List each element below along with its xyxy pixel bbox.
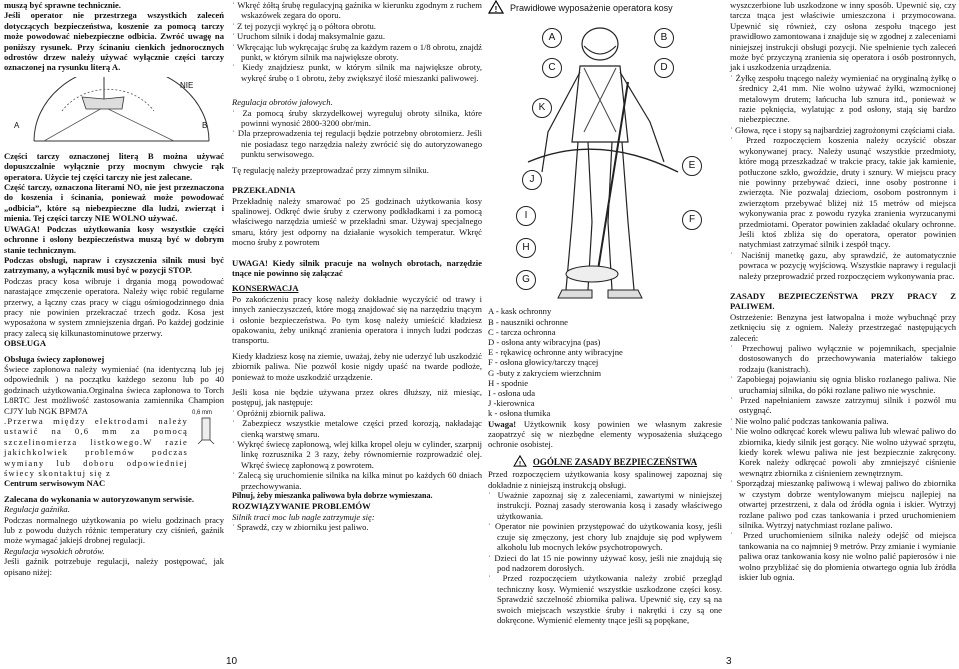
paragraph: Pilnuj, żeby mieszanka paliwowa była dobrze wymieszana.	[232, 491, 433, 501]
list-item: ˙ Wykręć świecę zapłonową, wlej kilka kropel oleju w cylinder, szarpnij linkę rozrusznika 2 3 razy, żeby równomiernie rozprowadzić olej. Wkręć świecę zapłonową z powrotem.	[232, 439, 482, 470]
subsection-heading: Regulacja obrotów jałowych.	[232, 97, 333, 108]
list-item: ˙ Żyłkę zespołu tnącego należy wymieniać na oryginalną żyłkę o średnicy 2,41 mm. Nie wolno używać żyłki, wzmocnionej metalowym drutem; łańcucha lub sznura itd., ponieważ w razie pęknięcia, wylatując z pod osłony, stają się bardzo niebezpieczne.	[730, 73, 956, 125]
column-2	[232, 0, 482, 533]
paragraph: Ostrzeżenie: Benzyna jest łatwopalna i może wybuchnąć przy zetknięciu się z ogniem. Należy przestrzegać następujących zaleceń:	[730, 311, 956, 343]
list-item: ˙ Głowa, ręce i stopy są najbardziej zagrożonymi częściami ciała.	[730, 125, 956, 135]
label-d: D	[654, 58, 674, 78]
warning-triangle-icon	[488, 0, 504, 16]
legend-item: D - osłona anty wibracyjna (pas)	[488, 337, 601, 348]
paragraph: Świece zapłonowa należy wymieniać (na identyczną lub jej odpowiednik ) na początku każdego sezonu lub po 40 godzinach użytkowania.Orginalna świeca zapłonowa to Torch L8RTC Jest możliwość zastosowania zamiennika Champion CJ7Y lub NGK BPM7A	[4, 363, 224, 416]
legend-item: H - spodnie	[488, 377, 529, 388]
list-item: ˙ Przed napełnianiem zawsze zatrzymuj silnik i pozwól mu ostygnąć.	[730, 395, 956, 416]
label-a: A	[542, 28, 562, 48]
warning-header	[488, 0, 722, 16]
column-3	[488, 0, 722, 625]
column-1	[4, 0, 224, 577]
cutting-blade-figure	[4, 77, 224, 147]
paragraph: Przed rozpoczęciem użytkowania kosy spalinowej zapoznaj się dokładnie z niniejszą instrukcją obsługi.	[488, 469, 722, 490]
legend-item: F - osłona głowicy/tarczy tnącej	[488, 357, 599, 368]
warning-word: Uwaga!	[488, 418, 517, 429]
paragraph: Jeśli kosa nie będzie używana przez okres dłuższy, niż miesiąc, postępuj, jak następuje:	[232, 387, 482, 408]
operator-equipment-figure	[488, 22, 722, 302]
figure-label-b: B	[202, 120, 208, 130]
list-item: ˙ Wkręć żółtą śrubę regulacyjną gaźnika w kierunku zgodnym z ruchem wskazówek zegara do oporu.	[232, 0, 482, 21]
list-item: ˙ Sprawdź, czy w zbiorniku jest paliwo.	[232, 522, 482, 532]
paragraph: Silnik traci moc lub nagle zatrzymuje się:	[232, 511, 375, 522]
paragraph: Po zakończeniu pracy kosę należy dokładnie wyczyścić od trawy i innych zanieczyszczeń, które mogą znajdować się na narzędziu tnącym i osłonie bezpieczeństwa. Po tym kosę należy umieścić kładziesz opakowaniu, żeby uniknąć zranienia operatora i innych ludzi podczas transportu.	[232, 293, 482, 346]
label-c: C	[542, 58, 562, 78]
paragraph: muszą być sprawne technicznie.	[4, 0, 121, 10]
paragraph: UWAGA! Podczas użytkowania kosy wszystkie części ochronne i osłony bezpieczeństwa muszą być w dobrym stanie technicznym.	[4, 223, 224, 255]
label-f: F	[682, 210, 702, 230]
list-item: ˙ Zalecą się uruchomienie silnika na kilka minut po każdych 60 dniach przechowywania.	[232, 470, 482, 491]
paragraph: wyszczerbione lub uszkodzone w inny sposób. Upewnić się, czy tarcza tnąca jest właściwie umieszczona i przymocowana. Upewnić się również, czy osłona zespołu tnącego jest prawidłowo zamontowana i znajduje się w zgodnej z zaleceniami niniejszej instrukcji obsługi pozycji. Nie spełnienie tych zaleceń może być przyczyną zranienia się operatora i osób postronnych, jak i uszkodzenia urządzenia.	[730, 0, 956, 73]
paragraph	[488, 419, 722, 450]
warning-text: Użytkownik kosy powinien we własnym zakresie zaopatrzyć się w niezbędne elementy wyposażenia służącego ochronie osobistej.	[488, 418, 722, 450]
paragraph: .Przerwa między elektrodami należy ustawić na 0,6 mm za pomocą szczelinomierza listkowego.W razie jakichkolwiek problemów podczas wymiany lub doboru odpowiedniej świecy skontaktuj się z	[4, 416, 188, 479]
legend-item: J -kierownica	[488, 398, 535, 409]
list-item: ˙ Przed rozpoczęciem użytkowania należy zrobić przegląd techniczny kosy. Wymienić wszystkie uszkodzone części kosy. Sprawdzić szczelność zbiornika paliwa. Upewnić się, czy są na swoich miejscach wszystkie śruby i nakrętki i czy są one dokręcone. Wymienić elementy tnące jeśli są popękane,	[488, 573, 722, 625]
list-item: ˙ Dzieci do lat 15 nie powinny używać kosy, jeśli nie znajdują się pod nadzorem dorosłych.	[488, 553, 722, 574]
list-item: ˙ Przechowuj paliwo wyłącznie w pojemnikach, specjalnie dostosowanych do przechowywania materiałów takiego rodzaju (kanistrach).	[730, 343, 956, 374]
section-title: OGÓLNE ZASADY BEZPIECZEŃSTWA	[532, 456, 698, 467]
paragraph: Podczas pracy kosa wibruje i drgania mogą powodować narastające zmęczenie operatora. Należy więc robić regularne przerwy, a łączny czas pracy w ciągu ośmiogodzinnego dnia pracy nie powinien przekraczać trzech godz. Kosa jest wyposażona w system zmniejszenia drgań. Po każdej godzinie pracy zalecą się kilkunastominutowe przerwy.	[4, 275, 224, 338]
paragraph: UWAGA! Kiedy silnik pracuje na wolnych obrotach, narzędzie tnące nie powinno się załączać	[232, 257, 482, 278]
label-g: G	[516, 270, 536, 290]
paragraph: Zalecana do wykonania w autoryzowanym serwisie.	[4, 493, 195, 504]
list-item: ˙ Kiedy znajdziesz punkt, w którym silnik ma największe obroty, wykręć śrubę o 1 obrotu, żeby zwiększyć ilość mieszanki paliwowej.	[232, 62, 482, 83]
paragraph: Podczas normalnego użytkowania po wielu godzinach pracy lub z powodu dużych różnic temperatury czy ciśnień, gaźnik może wymagać jakiejś drobnej regulacji.	[4, 514, 224, 546]
paragraph: Tę regulację należy przeprowadzać przy zimnym silniku.	[232, 164, 429, 175]
legend-item: E - rękawicę ochronne anty wibracyjne	[488, 347, 623, 358]
warning-triangle-icon	[513, 455, 527, 469]
list-item: ˙ Nie wolno odkręcać korek wlewu paliwa lub wlewać paliwo do zbiornika, kiedy silnik jest gorący. Nie wolno używać sprzętu, kiedy korek wlewu paliwa nie jest bezpiecznie zakręcony. Korek należy odkręcać powoli aby zmniejszyć ciśnienie wewnątrz zbiornika z ciśnieniem zewnętrznym.	[730, 426, 956, 478]
column-4	[730, 0, 956, 582]
label-e: E	[682, 156, 702, 176]
section-heading: ROZWIĄZYWANIE PROBLEMÓW	[232, 501, 371, 512]
svg-text:!: !	[494, 5, 498, 14]
list-item: ˙ Przed rozpoczęciem koszenia należy oczyścić obszar wykonywanej pracy. Należy usunąć wszystkie przedmioty, które mogą przeszkadzać w trakcie pracy, takie jak kamienie, potłuczone szkło, gwoździe, druty i sznury. W miejscu pracy nie powinny przebywać dzieci, inne osoby postronne i zwierzęta. Nie pozwalaj dzieciom, osobom postronnym i zwierzętom przebywać bliżej niż 15 metrów od miejsca wykonywania prac z powodu ryzyka zranienia wyrzucanymi przedmiotami. Operator powinien zakładać okulary ochronne. Jeśli ktoś zbliża się do operatora, operator powinien natychmiast zatrzymać silnik i zespół tnący.	[730, 135, 956, 249]
list-item: ˙ Przed uruchomieniem silnika należy odejść od miejsca tankowania na co najmniej 9 metrów. Przy zmianie i wymianie paliwa oraz tankowania kosy nie wolno palić papierosów i nie wolno przybliżać się do płomienia otwartego ognia lub źródła iskier lub ognia.	[730, 530, 956, 582]
paragraph: Część tarczy, oznaczona literami NO, nie jest przeznaczona do koszenia i ścinania, ponieważ może powodować „odbicia”, które są niebezpieczne dla ludzi, zwierząt i mienia. Tej części tarczy NIE WOLNO używać.	[4, 182, 224, 224]
paragraph: Kiedy kładziesz kosę na ziemie, uważaj, żeby nie uderzyć lub uszkodzić zbiornik paliwa. Nie pozwól kosie nigdy upaść na twarde podłoże, ponieważ to może uszkodzić urządzenie.	[232, 350, 482, 382]
list-item: ˙ Operator nie powinien przystępować do użytkowania kosy, jeśli czuje się zmęczony, jest chory lub znajduje się pod wpływem alkoholu lub mocnych leków psychotropowych.	[488, 521, 722, 552]
figure-label-a: A	[14, 120, 20, 130]
list-item: ˙ Opróżnij zbiornik paliwa.	[232, 408, 482, 418]
section-heading: OBSŁUGA	[4, 338, 47, 349]
label-b: B	[654, 28, 674, 48]
spark-plug-block	[4, 410, 224, 479]
list-item: ˙ Zabezpiecz wszystkie metalowe części przed korozją, nakładając cienką warstwę smaru.	[232, 418, 482, 439]
section-heading: ZASADY BEZPIECZEŃSTWA PRZY PRACY Z PALIWEM.	[730, 290, 956, 312]
gap-label: 0,6 mm	[192, 410, 213, 416]
label-i: I	[516, 206, 536, 226]
svg-text:!: !	[518, 460, 522, 467]
list-item: ˙ Z tej pozycji wykręć ją o półtora obrotu.	[232, 21, 482, 31]
legend-item: C - tarcza ochronna	[488, 326, 556, 337]
subsection-heading: Regulacja wysokich obrotów.	[4, 545, 105, 556]
service-center: Centrum serwisowym NAC	[4, 478, 106, 489]
list-item: ˙ Sporządzaj mieszankę paliwową i wlewaj paliwo do zbiornika w czystym dobrze wentylowanym miejscu najlepiej na otwartej przestrzeni, z dala od źródła ognia i iskier. Wytrzyj rozlane paliwo pod czas tankowania i przed uruchomieniem silnika. Wytrzyj natychmiast rozlane paliwo.	[730, 478, 956, 530]
page-number-right: 3	[726, 656, 732, 667]
warning-title: Prawidłowe wyposażenie operatora kosy	[510, 3, 673, 13]
legend-item: B - nauszniki ochronne	[488, 316, 568, 327]
list-item: ˙ Zapobiegaj pojawianiu się ognia blisko rozlanego paliwa. Nie uruchamiaj silnika, do póki rozlane paliwo nie wyschnie.	[730, 374, 956, 395]
list-item: ˙ Uważnie zapoznaj się z zaleceniami, zawartymi w niniejszej instrukcji. Poznaj zasady sterowania kosą i zasady właściwego użytkowania.	[488, 490, 722, 521]
legend-item: k - osłona tłumika	[488, 408, 551, 419]
list-item: ˙ Wkręcając lub wykręcając śrubę za każdym razem o 1/8 obrotu, znajdź punkt, w którym silnik ma największe obroty.	[232, 42, 482, 63]
spark-plug-gap-figure	[190, 408, 224, 448]
subsection-heading: Obsługa świecy zapłonowej	[4, 353, 105, 364]
list-item: ˙ Za pomocą śruby skrzydełkowej wyreguluj obroty silnika, które powinni wynosić 2800-3200 obr/min.	[232, 108, 482, 129]
list-item: ˙ Uruchom silnik i dodaj maksymalnie gazu.	[232, 31, 482, 41]
paragraph: Jeśli gaźnik potrzebuje regulacji, należy postępować, jak opisano niżej:	[4, 556, 224, 577]
label-k: K	[532, 98, 552, 118]
legend-item: I - osłona uda	[488, 388, 536, 399]
legend-item: A - kask ochronny	[488, 306, 552, 317]
subsection-heading: Regulacja gaźnika.	[4, 504, 70, 515]
paragraph: Części tarczy oznaczonej literą B można używać dopuszczalnie wyłącznie przy mocnym chwycie rąk operatora. Użycie tej części tarczy nie jest zalecane.	[4, 150, 224, 182]
page-number-left: 10	[226, 656, 238, 667]
list-item: ˙ Dla przeprowadzenia tej regulacji będzie potrzebny obrotomierz. Jeśli nie posiadasz tego narzędzia należy zwrócić się do autoryzowanego punktu serwisowego.	[232, 128, 482, 159]
legend-item: G -buty z zakryciem wierzchnim	[488, 367, 602, 378]
equipment-legend	[488, 306, 722, 418]
section-heading	[488, 455, 722, 469]
label-h: H	[516, 238, 536, 258]
section-heading: PRZEKŁADNIA	[232, 185, 296, 196]
list-item: ˙ Naciśnij manetkę gazu, aby sprawdzić, że automatycznie powraca w pozycję wyjściową. Wszystkie naprawy i regulacji należy przeprowadzić przed rozpoczęciem wykonywania prac.	[730, 250, 956, 281]
paragraph: Jeśli operator nie przestrzega wszystkich zaleceń dotyczących bezpieczeństwa, koszenie za pomocą tarczy może powodować niebezpieczne odbicia. Zwróć uwagę na poniższy rysunek. Przy ścinaniu cienkich jednorocznych odrostów drzew należy używać wyłącznie części tarczy oznaczonej na rysunku literą A.	[4, 10, 224, 73]
figure-label-nie: NIE	[180, 80, 194, 90]
paragraph: Przekładnię należy smarować po 25 godzinach użytkowania kosy spalinowej. Odkręć dwie śruby z czerwony podkładkami i za pomocą właściwego narzędzia umieść w przekładni smar. Używaj specjalnego smaru, który jest odporny na działanie wysokich temperatur. Wkręć mocno śruby z powrotem	[232, 195, 482, 248]
section-heading: KONSERWACJA	[232, 283, 299, 294]
list-item: ˙ Nie wolno palić podczas tankowania paliwa.	[730, 416, 956, 426]
paragraph: Podczas obsługi, napraw i czyszczenia silnik musi być zatrzymany, a wyłącznik musi być w pozycji STOP.	[4, 254, 224, 276]
label-j: J	[522, 170, 542, 190]
